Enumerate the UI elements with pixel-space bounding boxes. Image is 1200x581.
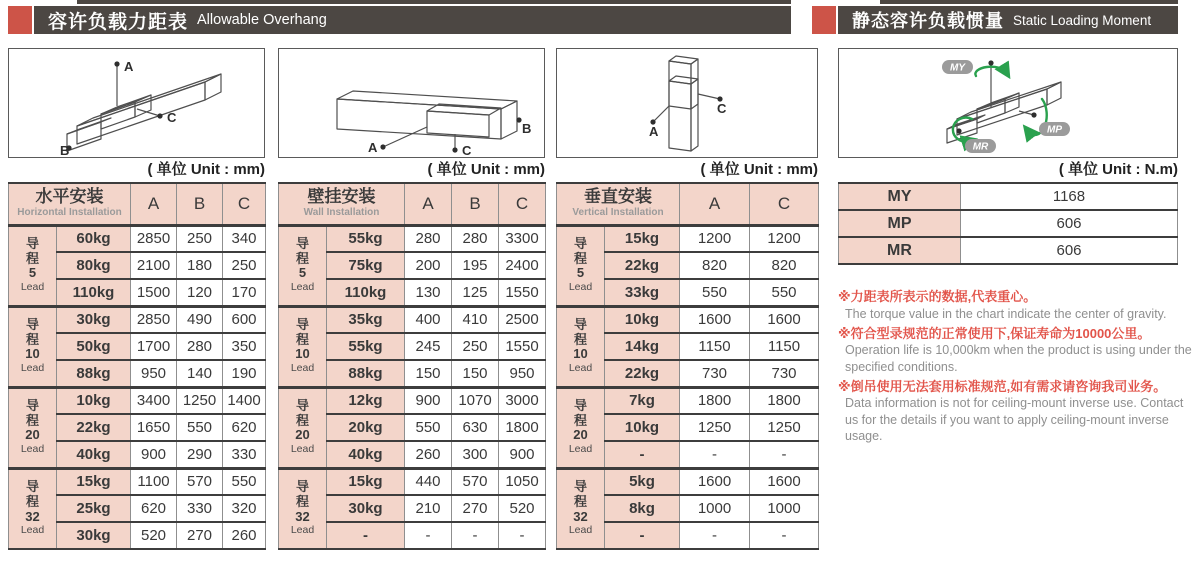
table-title-en: Vertical Installation xyxy=(572,207,664,219)
lead-cell xyxy=(9,468,57,549)
value-cell: 1200 xyxy=(680,225,750,252)
value-cell: 2850 xyxy=(131,306,177,333)
unit-label-mm: ( 单位 Unit : mm) xyxy=(700,161,818,178)
moment-value: 606 xyxy=(961,210,1178,237)
value-cell: 270 xyxy=(177,522,223,549)
value-cell: 260 xyxy=(223,522,266,549)
lead-number: 32 xyxy=(295,508,310,524)
value-cell: 1650 xyxy=(131,414,177,441)
lead-number: 20 xyxy=(25,427,40,443)
lead-cn: 导程 xyxy=(295,398,309,428)
load-cell: 30kg xyxy=(327,495,405,522)
value-cell: 1800 xyxy=(499,414,546,441)
load-cell: 50kg xyxy=(57,333,131,360)
lead-number: 5 xyxy=(298,265,307,281)
value-cell: 330 xyxy=(223,441,266,468)
load-cell: 60kg xyxy=(57,225,131,252)
table-row xyxy=(9,225,266,252)
lead-cell xyxy=(279,387,327,468)
lead-en: Lead xyxy=(568,281,593,294)
load-cell: - xyxy=(605,441,680,468)
diagram-horizontal-installation xyxy=(8,48,265,158)
value-cell: 440 xyxy=(405,468,452,495)
note-en: The torque value in the chart indicate the center of gravity. xyxy=(845,306,1167,321)
point-c-label: C xyxy=(167,110,177,125)
value-cell: 1800 xyxy=(750,387,819,414)
value-cell: 900 xyxy=(499,441,546,468)
value-cell: 120 xyxy=(177,279,223,306)
value-cell: 1550 xyxy=(499,279,546,306)
column-header: C xyxy=(750,183,819,225)
table-horizontal-installation xyxy=(8,182,265,550)
diagram-vertical-installation xyxy=(556,48,818,158)
header-accent-right xyxy=(812,6,836,34)
value-cell: 490 xyxy=(177,306,223,333)
value-cell: 2100 xyxy=(131,252,177,279)
table-row xyxy=(557,387,819,414)
value-cell: 550 xyxy=(750,279,819,306)
value-cell: 1600 xyxy=(680,306,750,333)
header-accent-left xyxy=(8,6,32,34)
lead-cell xyxy=(557,387,605,468)
value-cell: 150 xyxy=(405,360,452,387)
installation-table xyxy=(556,182,819,550)
table-title-cell xyxy=(9,183,131,225)
value-cell: 1600 xyxy=(750,468,819,495)
value-cell: 550 xyxy=(223,468,266,495)
load-cell: - xyxy=(327,522,405,549)
lead-cn: 导程 xyxy=(573,398,587,428)
value-cell: 1250 xyxy=(750,414,819,441)
value-cell: 210 xyxy=(405,495,452,522)
value-cell: 1070 xyxy=(452,387,499,414)
value-cell: 1250 xyxy=(177,387,223,414)
vertical-rail-drawing xyxy=(557,49,817,157)
table-row xyxy=(839,210,1178,237)
lead-cn: 导程 xyxy=(25,236,39,266)
table-title-cell xyxy=(557,183,680,225)
value-cell: 570 xyxy=(177,468,223,495)
load-cell: 20kg xyxy=(327,414,405,441)
value-cell: 620 xyxy=(223,414,266,441)
point-c-label: C xyxy=(717,101,727,116)
lead-cn: 导程 xyxy=(295,236,309,266)
value-cell: 250 xyxy=(452,333,499,360)
load-cell: 15kg xyxy=(57,468,131,495)
value-cell: 730 xyxy=(750,360,819,387)
value-cell: 570 xyxy=(452,468,499,495)
top-edge-strip-left xyxy=(77,0,791,4)
value-cell: 300 xyxy=(452,441,499,468)
lead-number: 32 xyxy=(25,508,40,524)
horizontal-rail-drawing xyxy=(9,49,264,157)
lead-cn: 导程 xyxy=(573,479,587,509)
value-cell: 250 xyxy=(177,225,223,252)
installation-table xyxy=(278,182,546,550)
table-row xyxy=(557,468,819,495)
lead-en: Lead xyxy=(568,362,593,375)
unit-label-mm: ( 单位 Unit : mm) xyxy=(427,161,545,178)
load-cell: 30kg xyxy=(57,306,131,333)
value-cell: 130 xyxy=(405,279,452,306)
lead-number: 5 xyxy=(576,265,585,281)
value-cell: 150 xyxy=(452,360,499,387)
load-cell: 7kg xyxy=(605,387,680,414)
load-cell: 33kg xyxy=(605,279,680,306)
value-cell: 950 xyxy=(131,360,177,387)
lead-cell xyxy=(9,306,57,387)
value-cell: 1200 xyxy=(750,225,819,252)
lead-en: Lead xyxy=(20,524,45,537)
table-row xyxy=(557,225,819,252)
value-cell: 1050 xyxy=(499,468,546,495)
lead-cell xyxy=(557,225,605,306)
lead-cn: 导程 xyxy=(25,479,39,509)
lead-en: Lead xyxy=(20,281,45,294)
note-en: Operation life is 10,000km when the product is using under the specified conditions. xyxy=(845,343,1192,374)
table-row xyxy=(9,306,266,333)
top-edge-strip-right xyxy=(880,0,1178,4)
lead-en: Lead xyxy=(20,443,45,456)
value-cell: 1000 xyxy=(750,495,819,522)
lead-number: 10 xyxy=(573,346,588,362)
load-cell: 15kg xyxy=(605,225,680,252)
value-cell: 245 xyxy=(405,333,452,360)
lead-cell xyxy=(279,306,327,387)
load-cell: 88kg xyxy=(327,360,405,387)
load-cell: 10kg xyxy=(605,306,680,333)
load-cell: 12kg xyxy=(327,387,405,414)
lead-cell xyxy=(557,468,605,549)
load-cell: 10kg xyxy=(57,387,131,414)
section-title-en: Allowable Overhang xyxy=(197,12,327,28)
load-cell: - xyxy=(605,522,680,549)
load-cell: 14kg xyxy=(605,333,680,360)
value-cell: - xyxy=(499,522,546,549)
value-cell: 350 xyxy=(223,333,266,360)
column-header: A xyxy=(680,183,750,225)
load-cell: 88kg xyxy=(57,360,131,387)
load-cell: 80kg xyxy=(57,252,131,279)
lead-en: Lead xyxy=(290,524,315,537)
value-cell: 550 xyxy=(680,279,750,306)
table-row xyxy=(557,306,819,333)
value-cell: 1000 xyxy=(680,495,750,522)
value-cell: 820 xyxy=(750,252,819,279)
lead-cell xyxy=(557,306,605,387)
load-cell: 110kg xyxy=(327,279,405,306)
lead-number: 5 xyxy=(28,265,37,281)
value-cell: 400 xyxy=(405,306,452,333)
lead-en: Lead xyxy=(20,362,45,375)
value-cell: 170 xyxy=(223,279,266,306)
lead-cn: 导程 xyxy=(573,317,587,347)
load-cell: 40kg xyxy=(57,441,131,468)
lead-number: 10 xyxy=(295,346,310,362)
table-row xyxy=(839,237,1178,264)
value-cell: 1150 xyxy=(750,333,819,360)
moment-value: 606 xyxy=(961,237,1178,264)
diagram-wall-installation xyxy=(278,48,545,158)
wall-rail-drawing xyxy=(279,49,544,157)
moment-rail-drawing xyxy=(839,49,1177,157)
lead-number: 20 xyxy=(295,427,310,443)
value-cell: 3000 xyxy=(499,387,546,414)
moment-label: MY xyxy=(839,183,961,210)
value-cell: 520 xyxy=(499,495,546,522)
value-cell: 1400 xyxy=(223,387,266,414)
value-cell: 620 xyxy=(131,495,177,522)
lead-cn: 导程 xyxy=(25,317,39,347)
point-b-label: B xyxy=(522,121,532,136)
column-header: B xyxy=(452,183,499,225)
load-cell: 22kg xyxy=(605,360,680,387)
unit-label-nm: ( 单位 Unit : N.m) xyxy=(1058,161,1178,178)
load-cell: 22kg xyxy=(605,252,680,279)
point-a-label: A xyxy=(368,140,378,155)
note-item xyxy=(838,288,1194,322)
table-vertical-installation xyxy=(556,182,818,550)
value-cell: 900 xyxy=(131,441,177,468)
note-en: Data information is not for ceiling-mount inverse use. Contact us for the details if you want to apply ceiling-mount inverse usage. xyxy=(845,396,1184,443)
lead-cn: 导程 xyxy=(295,317,309,347)
value-cell: 950 xyxy=(499,360,546,387)
value-cell: 280 xyxy=(452,225,499,252)
load-cell: 110kg xyxy=(57,279,131,306)
section-title-cn: 容许负载力距表 xyxy=(48,11,189,33)
lead-number: 20 xyxy=(573,427,588,443)
column-header: C xyxy=(499,183,546,225)
section-header-static-loading-moment xyxy=(838,6,1178,34)
table-static-loading-moment xyxy=(838,182,1178,265)
table-row xyxy=(839,183,1178,210)
table-title-cell xyxy=(279,183,405,225)
value-cell: 125 xyxy=(452,279,499,306)
column-header: B xyxy=(177,183,223,225)
value-cell: 1800 xyxy=(680,387,750,414)
load-cell: 15kg xyxy=(327,468,405,495)
lead-cn: 导程 xyxy=(295,479,309,509)
my-badge-label: MY xyxy=(950,62,965,74)
table-row xyxy=(9,387,266,414)
note-cn: ※倒吊使用无法套用标准规范,如有需求请咨询我司业务。 xyxy=(838,378,1167,394)
value-cell: 1500 xyxy=(131,279,177,306)
value-cell: 2500 xyxy=(499,306,546,333)
note-cn: ※符合型录规范的正常使用下,保证寿命为10000公里。 xyxy=(838,325,1151,341)
value-cell: 290 xyxy=(177,441,223,468)
value-cell: 1550 xyxy=(499,333,546,360)
table-title-en: Wall Installation xyxy=(303,207,380,219)
value-cell: 2400 xyxy=(499,252,546,279)
lead-en: Lead xyxy=(290,281,315,294)
column-header: C xyxy=(223,183,266,225)
value-cell: - xyxy=(680,522,750,549)
lead-cn: 导程 xyxy=(573,236,587,266)
point-a-label: A xyxy=(649,124,659,139)
diagram-static-loading-moment xyxy=(838,48,1178,158)
mp-badge-label: MP xyxy=(1047,124,1062,136)
table-row xyxy=(9,468,266,495)
value-cell: 320 xyxy=(223,495,266,522)
value-cell: 250 xyxy=(223,252,266,279)
lead-en: Lead xyxy=(290,362,315,375)
column-header: A xyxy=(405,183,452,225)
moment-label: MP xyxy=(839,210,961,237)
table-row xyxy=(279,387,546,414)
load-cell: 22kg xyxy=(57,414,131,441)
lead-en: Lead xyxy=(290,443,315,456)
value-cell: - xyxy=(750,522,819,549)
table-row xyxy=(279,306,546,333)
table-title-cn: 垂直安装 xyxy=(584,187,652,207)
moment-label: MR xyxy=(839,237,961,264)
value-cell: 195 xyxy=(452,252,499,279)
value-cell: 600 xyxy=(223,306,266,333)
value-cell: 3400 xyxy=(131,387,177,414)
table-wall-installation xyxy=(278,182,545,550)
value-cell: 190 xyxy=(223,360,266,387)
load-cell: 35kg xyxy=(327,306,405,333)
value-cell: 550 xyxy=(177,414,223,441)
value-cell: 180 xyxy=(177,252,223,279)
lead-cell xyxy=(279,468,327,549)
point-a-label: A xyxy=(124,59,134,74)
table-row xyxy=(279,225,546,252)
load-cell: 25kg xyxy=(57,495,131,522)
column-header: A xyxy=(131,183,177,225)
value-cell: 900 xyxy=(405,387,452,414)
value-cell: - xyxy=(452,522,499,549)
value-cell: 1700 xyxy=(131,333,177,360)
value-cell: 260 xyxy=(405,441,452,468)
value-cell: - xyxy=(750,441,819,468)
value-cell: - xyxy=(680,441,750,468)
value-cell: 3300 xyxy=(499,225,546,252)
notes-section xyxy=(838,288,1194,447)
point-c-label: C xyxy=(462,143,472,157)
value-cell: 730 xyxy=(680,360,750,387)
value-cell: 630 xyxy=(452,414,499,441)
value-cell: 330 xyxy=(177,495,223,522)
lead-number: 32 xyxy=(573,508,588,524)
value-cell: 280 xyxy=(177,333,223,360)
value-cell: 1100 xyxy=(131,468,177,495)
section-header-allowable-overhang xyxy=(34,6,791,34)
lead-cn: 导程 xyxy=(25,398,39,428)
note-cn: ※力距表所表示的数据,代表重心。 xyxy=(838,289,1037,304)
lead-en: Lead xyxy=(568,443,593,456)
table-row xyxy=(279,468,546,495)
value-cell: 520 xyxy=(131,522,177,549)
value-cell: 200 xyxy=(405,252,452,279)
value-cell: 1150 xyxy=(680,333,750,360)
value-cell: 1600 xyxy=(680,468,750,495)
moment-value: 1168 xyxy=(961,183,1178,210)
value-cell: 140 xyxy=(177,360,223,387)
value-cell: 410 xyxy=(452,306,499,333)
value-cell: 550 xyxy=(405,414,452,441)
table-title-en: Horizontal Installation xyxy=(17,207,122,219)
load-cell: 55kg xyxy=(327,225,405,252)
load-cell: 30kg xyxy=(57,522,131,549)
load-cell: 10kg xyxy=(605,414,680,441)
lead-cell xyxy=(9,225,57,306)
load-cell: 8kg xyxy=(605,495,680,522)
lead-cell xyxy=(279,225,327,306)
lead-number: 10 xyxy=(25,346,40,362)
table-title-cn: 壁挂安装 xyxy=(307,187,376,207)
table-title-cn: 水平安装 xyxy=(35,187,104,207)
section-title-cn: 静态容许负载惯量 xyxy=(852,11,1004,31)
note-item xyxy=(838,378,1194,444)
value-cell: 820 xyxy=(680,252,750,279)
installation-table xyxy=(8,182,266,550)
value-cell: - xyxy=(405,522,452,549)
note-item xyxy=(838,325,1194,375)
section-title-en: Static Loading Moment xyxy=(1013,12,1152,28)
value-cell: 340 xyxy=(223,225,266,252)
value-cell: 1600 xyxy=(750,306,819,333)
load-cell: 40kg xyxy=(327,441,405,468)
unit-label-mm: ( 单位 Unit : mm) xyxy=(147,161,265,178)
value-cell: 1250 xyxy=(680,414,750,441)
point-b-label: B xyxy=(60,143,70,157)
value-cell: 270 xyxy=(452,495,499,522)
mr-badge-label: MR xyxy=(972,141,989,153)
lead-cell xyxy=(9,387,57,468)
load-cell: 75kg xyxy=(327,252,405,279)
load-cell: 5kg xyxy=(605,468,680,495)
load-cell: 55kg xyxy=(327,333,405,360)
value-cell: 2850 xyxy=(131,225,177,252)
lead-en: Lead xyxy=(568,524,593,537)
value-cell: 280 xyxy=(405,225,452,252)
